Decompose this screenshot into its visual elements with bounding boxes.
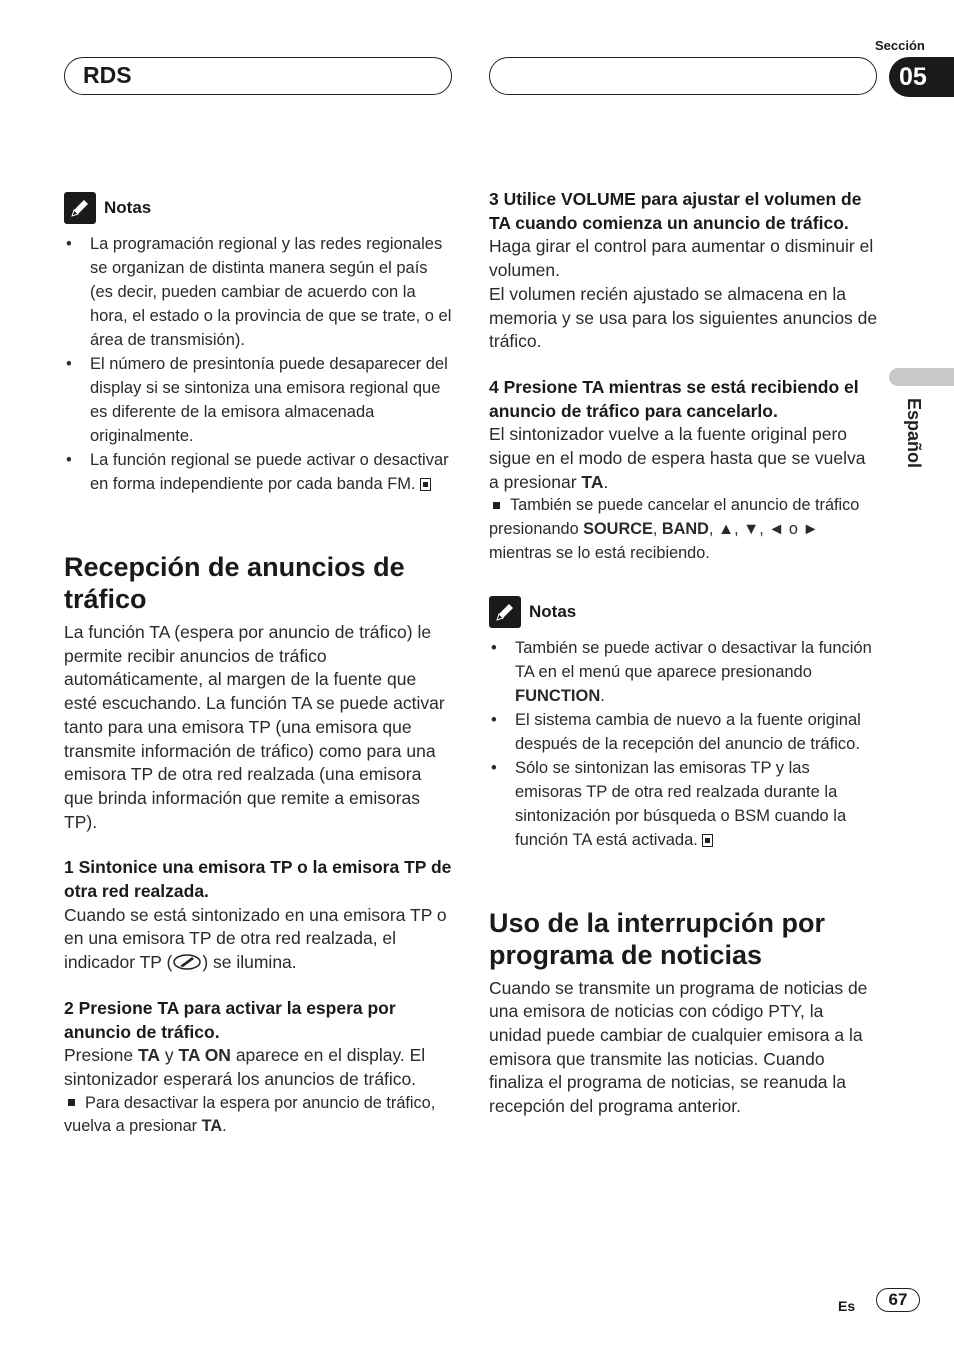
step-2-text: Presione TA y TA ON aparece en el display. El sintonizador esperará los anuncios de tráfico. xyxy=(64,1045,426,1089)
page-number: 67 xyxy=(876,1288,920,1312)
step-3-text-2: El volumen recién ajustado se almacena en la memoria y se usa para los siguientes anuncios de tráfico. xyxy=(489,283,878,352)
end-mark-icon xyxy=(702,834,713,847)
language-tab xyxy=(889,368,954,386)
step-1-text: Cuando se está sintonizado en una emisora TP o en una emisora TP de otra red realzada, el indicador TP ( ) se ilumina. xyxy=(64,904,447,973)
list-item: • También se puede activar o desactivar la función TA en el menú que aparece presionando FUNCTION. xyxy=(489,636,879,708)
step-4-text: El sintonizador vuelve a la fuente original pero sigue en el modo de espera hasta que se vuelva a presionar TA. xyxy=(489,424,866,492)
list-item: • El sistema cambia de nuevo a la fuente original después de la recepción del anuncio de tráfico. xyxy=(489,708,879,756)
chapter-title-bar xyxy=(64,57,452,95)
notes-header xyxy=(489,596,879,628)
list-item: • La función regional se puede activar o desactivar en forma independiente por cada banda FM. xyxy=(64,448,454,496)
traffic-intro: La función TA (espera por anuncio de tráfico) le permite recibir anuncios de tráfico automáticamente, al margen de la fuente que esté escuchando. La función TA se puede activar tanto para una emisora TP (una emisora que transmite información de tráfico) como para una emisora TP de otra red realzada (una emisora que brinda información que remite a emisoras TP). xyxy=(64,622,445,832)
step-2-tip: Para desactivar la espera por anuncio de tráfico, vuelva a presionar TA. xyxy=(64,1093,436,1136)
tip-bullet-icon xyxy=(493,502,500,509)
notes-title: Notas xyxy=(529,601,577,621)
list-item: • La programación regional y las redes regionales se organizan de distinta manera según el país (es decir, pueden cambiar de acuerdo con la hora, el estado o la provincia de que se trate, o el área de transmisión). xyxy=(64,232,454,352)
step-4-title: 4 Presione TA mientras se está recibiendo el anuncio de tráfico para cancelarlo. xyxy=(489,376,859,421)
tp-indicator-icon xyxy=(172,953,202,971)
footer-language-code: Es xyxy=(838,1298,856,1314)
notes-title: Notas xyxy=(104,198,152,217)
notes-list xyxy=(489,636,879,852)
section-label: Sección xyxy=(875,38,925,53)
side-language-label: Español xyxy=(904,398,924,469)
step-1-title: 1 Sintonice una emisora TP o la emisora TP de otra red realzada. xyxy=(64,857,452,902)
pencil-icon xyxy=(64,192,96,224)
tip-bullet-icon xyxy=(68,1099,75,1106)
list-item: • Sólo se sintonizan las emisoras TP y las emisoras TP de otra red realzada durante la sintonización por búsqueda o BSM cuando la función TA está activada. xyxy=(489,756,879,852)
notes-list xyxy=(64,232,454,496)
left-column xyxy=(64,192,454,1139)
section-heading-traffic: Recepción de anuncios de tráfico xyxy=(64,552,405,614)
step-3-title: 3 Utilice VOLUME para ajustar el volumen de TA cuando comienza un anuncio de tráfico. xyxy=(489,189,862,233)
step-3-text-1: Haga girar el control para aumentar o disminuir el volumen. xyxy=(489,236,874,281)
section-heading-news: Uso de la interrupción por programa de noticias xyxy=(489,907,826,970)
list-item: • El número de presintonía puede desaparecer del display si se sintoniza una emisora regional que es diferente de la emisora almacenada originalmente. xyxy=(64,352,454,448)
section-number: 05 xyxy=(889,57,954,97)
notes-header xyxy=(64,192,454,224)
end-mark-icon xyxy=(420,478,431,491)
step-4-tip: También se puede cancelar el anuncio de tráfico presionando SOURCE, BAND, ▲, ▼, ◄ o ► mientras se lo está recibiendo. xyxy=(489,496,860,562)
pencil-icon xyxy=(489,596,521,628)
right-column xyxy=(489,188,879,1119)
news-body: Cuando se transmite un programa de noticias de una emisora de noticias con código PTY, la unidad puede cambiar de cualquier emisora a la emisora que transmite las noticias. Cuando finaliza el programa de noticias, se reanuda la recepción del programa anterior. xyxy=(489,977,868,1117)
step-2-title: 2 Presione TA para activar la espera por anuncio de tráfico. xyxy=(64,997,396,1042)
chapter-right-bar xyxy=(489,57,877,95)
chapter-title: RDS xyxy=(83,62,132,88)
